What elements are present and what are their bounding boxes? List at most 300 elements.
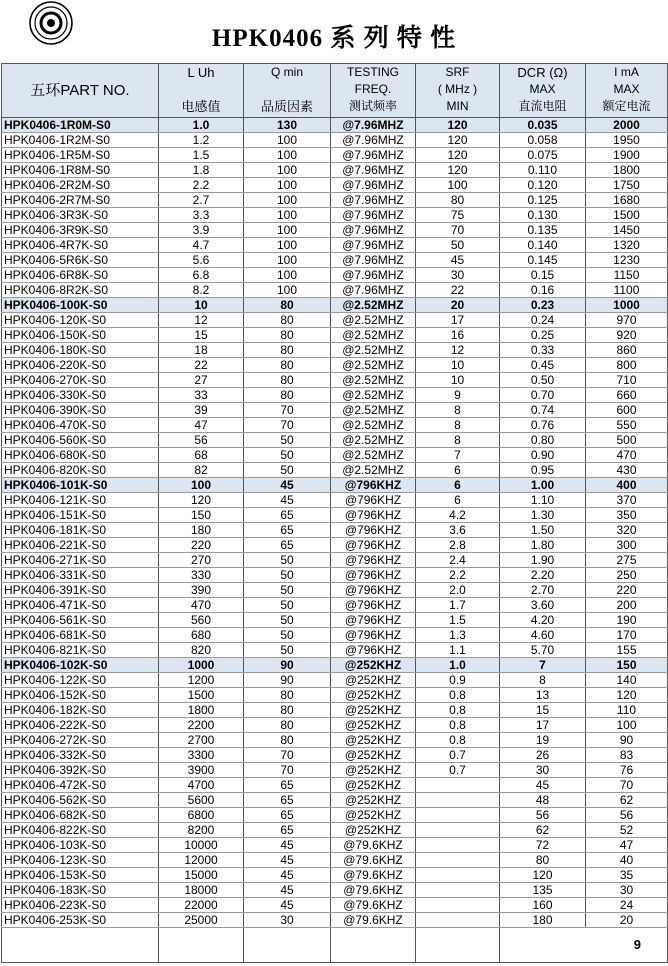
cell-dcr: 7 — [500, 658, 586, 673]
cell-q-min: 50 — [244, 613, 331, 628]
cell-part-no: HPK0406-152K-S0 — [2, 688, 159, 703]
cell-current: 400 — [586, 478, 668, 493]
cell-inductance: 2.2 — [159, 178, 244, 193]
cell-part-no: HPK0406-681K-S0 — [2, 628, 159, 643]
cell-test-freq: @2.52MHZ — [331, 373, 416, 388]
table-row — [2, 163, 668, 178]
cell-q-min: 50 — [244, 628, 331, 643]
table-row — [2, 373, 668, 388]
cell-part-no: HPK0406-103K-S0 — [2, 838, 159, 853]
cell-dcr: 19 — [500, 733, 586, 748]
cell-dcr: 0.135 — [500, 223, 586, 238]
cell-srf: 0.7 — [416, 748, 500, 763]
cell-current: 190 — [586, 613, 668, 628]
cell-dcr: 15 — [500, 703, 586, 718]
cell-part-no: HPK0406-270K-S0 — [2, 373, 159, 388]
cell-part-no: HPK0406-222K-S0 — [2, 718, 159, 733]
cell-part-no: HPK0406-181K-S0 — [2, 523, 159, 538]
cell-test-freq: @796KHZ — [331, 598, 416, 613]
table-row — [2, 538, 668, 553]
cell-test-freq: @252KHZ — [331, 778, 416, 793]
cell-test-freq: @2.52MHZ — [331, 433, 416, 448]
cell-q-min: 100 — [244, 193, 331, 208]
table-row — [2, 718, 668, 733]
cell-test-freq: @252KHZ — [331, 823, 416, 838]
cell-srf — [416, 853, 500, 868]
cell-current: 52 — [586, 823, 668, 838]
header-q-label: 品质因素 — [260, 99, 313, 114]
cell-dcr: 13 — [500, 688, 586, 703]
cell-dcr: 0.110 — [500, 163, 586, 178]
table-row — [2, 688, 668, 703]
header-test-freq-1: TESTING — [346, 65, 399, 79]
cell-part-no: HPK0406-101K-S0 — [2, 478, 159, 493]
cell-srf — [416, 868, 500, 883]
cell-dcr: 72 — [500, 838, 586, 853]
cell-dcr: 30 — [500, 763, 586, 778]
cell-current: 710 — [586, 373, 668, 388]
cell-current: 62 — [586, 793, 668, 808]
cell-inductance: 8.2 — [159, 283, 244, 298]
cell-inductance: 1.5 — [159, 148, 244, 163]
cell-part-no: HPK0406-220K-S0 — [2, 358, 159, 373]
table-body — [2, 118, 668, 928]
table-row — [2, 433, 668, 448]
cell-current: 860 — [586, 343, 668, 358]
cell-test-freq: @796KHZ — [331, 643, 416, 658]
cell-dcr: 1.50 — [500, 523, 586, 538]
header-test-freq-2: FREQ. — [354, 82, 392, 96]
cell-part-no: HPK0406-100K-S0 — [2, 298, 159, 313]
cell-current: 275 — [586, 553, 668, 568]
cell-srf — [416, 793, 500, 808]
cell-inductance: 33 — [159, 388, 244, 403]
cell-q-min: 65 — [244, 523, 331, 538]
cell-test-freq: @7.96MHZ — [331, 163, 416, 178]
cell-q-min: 80 — [244, 688, 331, 703]
cell-q-min: 100 — [244, 283, 331, 298]
cell-test-freq: @252KHZ — [331, 763, 416, 778]
cell-srf: 0.9 — [416, 673, 500, 688]
cell-srf: 4.2 — [416, 508, 500, 523]
cell-q-min: 50 — [244, 643, 331, 658]
cell-q-min: 80 — [244, 373, 331, 388]
cell-srf: 6 — [416, 463, 500, 478]
cell-srf: 120 — [416, 148, 500, 163]
cell-inductance: 150 — [159, 508, 244, 523]
cell-dcr: 120 — [500, 868, 586, 883]
cell-test-freq: @7.96MHZ — [331, 253, 416, 268]
cell-srf — [416, 913, 500, 928]
cell-current: 100 — [586, 718, 668, 733]
cell-dcr: 0.125 — [500, 193, 586, 208]
cell-test-freq: @7.96MHZ — [331, 133, 416, 148]
cell-inductance: 120 — [159, 493, 244, 508]
cell-dcr: 0.120 — [500, 178, 586, 193]
cell-srf: 12 — [416, 343, 500, 358]
cell-q-min: 80 — [244, 343, 331, 358]
cell-srf — [416, 823, 500, 838]
cell-inductance: 10 — [159, 298, 244, 313]
cell-current: 1450 — [586, 223, 668, 238]
header-test-freq-3: 测试频率 — [348, 99, 397, 113]
cell-dcr: 1.90 — [500, 553, 586, 568]
cell-srf: 6 — [416, 493, 500, 508]
cell-part-no: HPK0406-121K-S0 — [2, 493, 159, 508]
cell-dcr: 0.16 — [500, 283, 586, 298]
cell-q-min: 65 — [244, 823, 331, 838]
cell-inductance: 22000 — [159, 898, 244, 913]
cell-srf: 2.8 — [416, 538, 500, 553]
cell-srf: 10 — [416, 373, 500, 388]
cell-q-min: 30 — [244, 913, 331, 928]
cell-inductance: 220 — [159, 538, 244, 553]
cell-part-no: HPK0406-332K-S0 — [2, 748, 159, 763]
cell-inductance: 5.6 — [159, 253, 244, 268]
cell-dcr: 0.70 — [500, 388, 586, 403]
cell-part-no: HPK0406-180K-S0 — [2, 343, 159, 358]
cell-inductance: 27 — [159, 373, 244, 388]
cell-q-min: 100 — [244, 148, 331, 163]
cell-dcr: 160 — [500, 898, 586, 913]
table-row — [2, 343, 668, 358]
cell-q-min: 65 — [244, 778, 331, 793]
cell-dcr: 0.80 — [500, 433, 586, 448]
table-row — [2, 733, 668, 748]
cell-test-freq: @2.52MHZ — [331, 343, 416, 358]
header-test-freq — [331, 64, 416, 118]
cell-srf: 2.2 — [416, 568, 500, 583]
cell-current: 920 — [586, 328, 668, 343]
cell-dcr: 1.00 — [500, 478, 586, 493]
cell-part-no: HPK0406-562K-S0 — [2, 793, 159, 808]
cell-part-no: HPK0406-392K-S0 — [2, 763, 159, 778]
cell-part-no: HPK0406-391K-S0 — [2, 583, 159, 598]
cell-test-freq: @796KHZ — [331, 538, 416, 553]
cell-part-no: HPK0406-253K-S0 — [2, 913, 159, 928]
cell-current: 1500 — [586, 208, 668, 223]
cell-srf: 70 — [416, 223, 500, 238]
cell-dcr: 0.140 — [500, 238, 586, 253]
table-row — [2, 553, 668, 568]
cell-part-no: HPK0406-472K-S0 — [2, 778, 159, 793]
table-row — [2, 883, 668, 898]
cell-part-no: HPK0406-1R2M-S0 — [2, 133, 159, 148]
table-row — [2, 298, 668, 313]
cell-inductance: 820 — [159, 643, 244, 658]
cell-test-freq: @796KHZ — [331, 523, 416, 538]
cell-srf: 45 — [416, 253, 500, 268]
table-row — [2, 208, 668, 223]
table-row — [2, 268, 668, 283]
header-dcr-2: MAX — [529, 82, 556, 96]
cell-dcr: 135 — [500, 883, 586, 898]
cell-dcr: 1.80 — [500, 538, 586, 553]
cell-srf: 7 — [416, 448, 500, 463]
cell-dcr: 0.74 — [500, 403, 586, 418]
table-row — [2, 223, 668, 238]
cell-test-freq: @252KHZ — [331, 733, 416, 748]
cell-current: 155 — [586, 643, 668, 658]
cell-test-freq: @2.52MHZ — [331, 328, 416, 343]
cell-part-no: HPK0406-470K-S0 — [2, 418, 159, 433]
cell-part-no: HPK0406-330K-S0 — [2, 388, 159, 403]
cell-q-min: 90 — [244, 658, 331, 673]
cell-dcr: 0.035 — [500, 118, 586, 133]
cell-test-freq: @252KHZ — [331, 658, 416, 673]
cell-inductance: 56 — [159, 433, 244, 448]
cell-inductance: 560 — [159, 613, 244, 628]
page-number: 9 — [500, 928, 668, 963]
cell-current: 83 — [586, 748, 668, 763]
cell-current: 1000 — [586, 298, 668, 313]
cell-test-freq: @7.96MHZ — [331, 178, 416, 193]
cell-q-min: 80 — [244, 358, 331, 373]
table-row — [2, 493, 668, 508]
cell-dcr: 0.50 — [500, 373, 586, 388]
cell-srf: 10 — [416, 358, 500, 373]
cell-test-freq: @252KHZ — [331, 748, 416, 763]
cell-q-min: 130 — [244, 118, 331, 133]
cell-test-freq: @79.6KHZ — [331, 838, 416, 853]
cell-dcr: 1.30 — [500, 508, 586, 523]
cell-test-freq: @252KHZ — [331, 688, 416, 703]
cell-part-no: HPK0406-390K-S0 — [2, 403, 159, 418]
cell-test-freq: @252KHZ — [331, 718, 416, 733]
cell-q-min: 80 — [244, 313, 331, 328]
cell-inductance: 1000 — [159, 658, 244, 673]
cell-inductance: 18 — [159, 343, 244, 358]
cell-srf: 2.0 — [416, 583, 500, 598]
cell-inductance: 22 — [159, 358, 244, 373]
cell-part-no: HPK0406-122K-S0 — [2, 673, 159, 688]
cell-q-min: 50 — [244, 463, 331, 478]
cell-srf: 20 — [416, 298, 500, 313]
cell-dcr: 0.130 — [500, 208, 586, 223]
cell-part-no: HPK0406-682K-S0 — [2, 808, 159, 823]
cell-inductance: 1500 — [159, 688, 244, 703]
cell-inductance: 8200 — [159, 823, 244, 838]
table-row — [2, 403, 668, 418]
header-current — [586, 64, 668, 118]
cell-srf: 30 — [416, 268, 500, 283]
cell-part-no: HPK0406-1R8M-S0 — [2, 163, 159, 178]
cell-inductance: 2.7 — [159, 193, 244, 208]
cell-test-freq: @796KHZ — [331, 628, 416, 643]
cell-q-min: 65 — [244, 538, 331, 553]
cell-q-min: 45 — [244, 883, 331, 898]
cell-part-no: HPK0406-4R7K-S0 — [2, 238, 159, 253]
cell-current: 35 — [586, 868, 668, 883]
cell-inductance: 6800 — [159, 808, 244, 823]
cell-test-freq: @79.6KHZ — [331, 898, 416, 913]
cell-dcr: 4.20 — [500, 613, 586, 628]
cell-dcr: 56 — [500, 808, 586, 823]
cell-part-no: HPK0406-3R3K-S0 — [2, 208, 159, 223]
table-row — [2, 478, 668, 493]
header-dcr-3: 直流电阻 — [518, 99, 567, 113]
cell-q-min: 80 — [244, 328, 331, 343]
table-row — [2, 658, 668, 673]
cell-current: 970 — [586, 313, 668, 328]
cell-srf: 0.8 — [416, 703, 500, 718]
header-dcr — [500, 64, 586, 118]
table-row — [2, 778, 668, 793]
cell-test-freq: @796KHZ — [331, 508, 416, 523]
cell-srf: 100 — [416, 178, 500, 193]
cell-dcr: 26 — [500, 748, 586, 763]
header-srf-1: SRF — [445, 65, 470, 79]
cell-srf: 1.3 — [416, 628, 500, 643]
cell-current: 1230 — [586, 253, 668, 268]
cell-inductance: 68 — [159, 448, 244, 463]
cell-dcr: 45 — [500, 778, 586, 793]
cell-srf: 9 — [416, 388, 500, 403]
cell-test-freq: @7.96MHZ — [331, 223, 416, 238]
cell-part-no: HPK0406-331K-S0 — [2, 568, 159, 583]
cell-q-min: 100 — [244, 223, 331, 238]
cell-srf — [416, 778, 500, 793]
cell-part-no: HPK0406-221K-S0 — [2, 538, 159, 553]
cell-inductance: 3.9 — [159, 223, 244, 238]
cell-current: 300 — [586, 538, 668, 553]
cell-inductance: 1.0 — [159, 118, 244, 133]
cell-current: 170 — [586, 628, 668, 643]
cell-srf: 1.0 — [416, 658, 500, 673]
cell-current: 70 — [586, 778, 668, 793]
cell-inductance: 390 — [159, 583, 244, 598]
cell-inductance: 18000 — [159, 883, 244, 898]
cell-inductance: 3.3 — [159, 208, 244, 223]
cell-inductance: 39 — [159, 403, 244, 418]
cell-srf: 16 — [416, 328, 500, 343]
cell-dcr: 0.25 — [500, 328, 586, 343]
cell-part-no: HPK0406-182K-S0 — [2, 703, 159, 718]
table-row — [2, 508, 668, 523]
cell-part-no: HPK0406-183K-S0 — [2, 883, 159, 898]
cell-part-no: HPK0406-821K-S0 — [2, 643, 159, 658]
cell-srf: 0.8 — [416, 733, 500, 748]
cell-dcr: 0.15 — [500, 268, 586, 283]
cell-part-no: HPK0406-822K-S0 — [2, 823, 159, 838]
cell-part-no: HPK0406-271K-S0 — [2, 553, 159, 568]
header-current-3: 额定电流 — [602, 99, 651, 113]
cell-q-min: 80 — [244, 703, 331, 718]
cell-part-no: HPK0406-1R0M-S0 — [2, 118, 159, 133]
cell-current: 140 — [586, 673, 668, 688]
cell-q-min: 100 — [244, 178, 331, 193]
cell-test-freq: @79.6KHZ — [331, 913, 416, 928]
cell-q-min: 65 — [244, 508, 331, 523]
cell-current: 2000 — [586, 118, 668, 133]
cell-part-no: HPK0406-561K-S0 — [2, 613, 159, 628]
cell-q-min: 70 — [244, 403, 331, 418]
cell-inductance: 5600 — [159, 793, 244, 808]
cell-dcr: 0.33 — [500, 343, 586, 358]
cell-current: 550 — [586, 418, 668, 433]
cell-test-freq: @796KHZ — [331, 583, 416, 598]
cell-dcr: 2.20 — [500, 568, 586, 583]
cell-current: 200 — [586, 598, 668, 613]
cell-inductance: 15 — [159, 328, 244, 343]
cell-current: 1680 — [586, 193, 668, 208]
cell-inductance: 180 — [159, 523, 244, 538]
cell-current: 660 — [586, 388, 668, 403]
table-row — [2, 448, 668, 463]
cell-current: 220 — [586, 583, 668, 598]
cell-test-freq: @252KHZ — [331, 673, 416, 688]
cell-srf: 0.7 — [416, 763, 500, 778]
table-row — [2, 313, 668, 328]
cell-inductance: 470 — [159, 598, 244, 613]
cell-q-min: 50 — [244, 568, 331, 583]
cell-dcr: 17 — [500, 718, 586, 733]
header-part-no: 五环PART NO. — [2, 64, 159, 118]
cell-current: 120 — [586, 688, 668, 703]
cell-current: 430 — [586, 463, 668, 478]
cell-q-min: 80 — [244, 388, 331, 403]
cell-part-no: HPK0406-151K-S0 — [2, 508, 159, 523]
cell-inductance: 47 — [159, 418, 244, 433]
header-inductance-label: 电感值 — [181, 99, 221, 114]
table-row — [2, 148, 668, 163]
cell-q-min: 50 — [244, 583, 331, 598]
table-row — [2, 808, 668, 823]
table-row — [2, 898, 668, 913]
cell-srf — [416, 883, 500, 898]
cell-test-freq: @796KHZ — [331, 613, 416, 628]
cell-inductance: 3300 — [159, 748, 244, 763]
cell-current: 40 — [586, 853, 668, 868]
cell-current: 56 — [586, 808, 668, 823]
cell-srf: 120 — [416, 133, 500, 148]
table-row — [2, 868, 668, 883]
cell-part-no: HPK0406-3R9K-S0 — [2, 223, 159, 238]
cell-inductance: 1.2 — [159, 133, 244, 148]
cell-test-freq: @2.52MHZ — [331, 358, 416, 373]
cell-q-min: 100 — [244, 133, 331, 148]
cell-test-freq: @7.96MHZ — [331, 268, 416, 283]
cell-current: 600 — [586, 403, 668, 418]
cell-inductance: 270 — [159, 553, 244, 568]
table-row — [2, 823, 668, 838]
cell-current: 800 — [586, 358, 668, 373]
table-row — [2, 703, 668, 718]
table-row — [2, 463, 668, 478]
cell-test-freq: @79.6KHZ — [331, 868, 416, 883]
cell-part-no: HPK0406-2R7M-S0 — [2, 193, 159, 208]
table-row — [2, 583, 668, 598]
cell-q-min: 100 — [244, 253, 331, 268]
cell-inductance: 25000 — [159, 913, 244, 928]
cell-part-no: HPK0406-223K-S0 — [2, 898, 159, 913]
table-row — [2, 673, 668, 688]
header-srf — [416, 64, 500, 118]
cell-dcr: 0.23 — [500, 298, 586, 313]
cell-q-min: 80 — [244, 718, 331, 733]
table-row — [2, 628, 668, 643]
header-inductance — [159, 64, 244, 118]
table-row — [2, 328, 668, 343]
cell-q-min: 100 — [244, 268, 331, 283]
cell-current: 1320 — [586, 238, 668, 253]
header-current-1: I mA — [614, 65, 639, 79]
cell-dcr: 0.76 — [500, 418, 586, 433]
cell-part-no: HPK0406-120K-S0 — [2, 313, 159, 328]
cell-inductance: 15000 — [159, 868, 244, 883]
cell-test-freq: @79.6KHZ — [331, 883, 416, 898]
cell-test-freq: @796KHZ — [331, 493, 416, 508]
